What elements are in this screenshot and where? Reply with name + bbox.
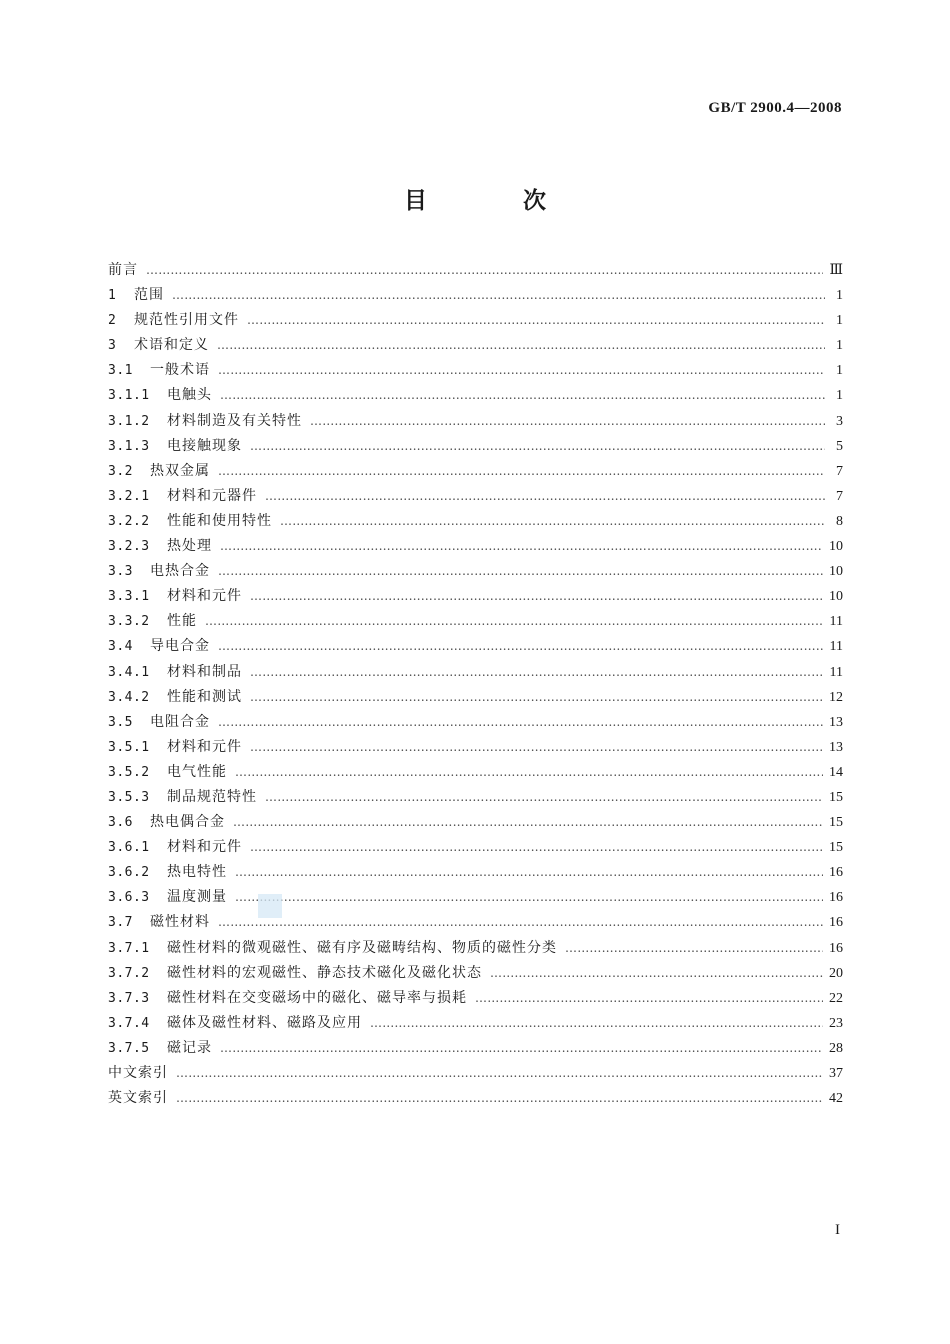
- toc-dot-leader: [265, 489, 825, 503]
- toc-entry[interactable]: [108, 284, 843, 309]
- toc-entry[interactable]: [108, 736, 843, 761]
- toc-entry-number: 3.1.3: [108, 438, 150, 454]
- toc-entry[interactable]: [108, 309, 843, 334]
- toc-entry-label: 制品规范特性: [167, 788, 257, 805]
- toc-entry-number: 3.4.1: [108, 664, 150, 680]
- toc-dot-leader: [172, 288, 825, 302]
- toc-entry-number: 3.4.2: [108, 689, 150, 705]
- toc-dot-leader: [220, 388, 825, 402]
- toc-entry[interactable]: [108, 937, 843, 962]
- toc-entry-page: 16: [829, 890, 843, 906]
- toc-entry-label: 性能: [167, 613, 197, 630]
- toc-entry-number: 3.7.5: [108, 1040, 150, 1056]
- toc-dot-leader: [265, 790, 823, 804]
- toc-entry[interactable]: [108, 259, 843, 284]
- toc-entry[interactable]: [108, 886, 843, 911]
- toc-entry-label: 磁性材料在交变磁场中的磁化、磁导率与损耗: [167, 989, 467, 1006]
- toc-entry-label: 热双金属: [150, 462, 210, 479]
- toc-entry-label: 材料制造及有关特性: [167, 412, 302, 429]
- toc-entry-label: 电接触现象: [167, 437, 242, 454]
- toc-dot-leader: [247, 313, 825, 327]
- toc-entry[interactable]: [108, 1012, 843, 1037]
- standard-code: GB/T 2900.4—2008: [708, 100, 842, 116]
- toc-entry-page: 7: [836, 463, 843, 479]
- toc-dot-leader: [250, 690, 823, 704]
- toc-entry-number: 2: [108, 313, 117, 329]
- toc-dot-leader: [310, 414, 825, 428]
- toc-entry-number: 3.2.1: [108, 488, 150, 504]
- toc-entry-page: 5: [836, 438, 843, 454]
- toc-entry-label: 术语和定义: [134, 337, 209, 354]
- toc-entry[interactable]: [108, 384, 843, 409]
- toc-dot-leader: [176, 1066, 823, 1080]
- toc-entry-page: 23: [829, 1015, 843, 1031]
- toc-dot-leader: [218, 715, 823, 729]
- toc-entry[interactable]: [108, 435, 843, 460]
- toc-entry-label: 电气性能: [167, 763, 227, 780]
- toc-entry[interactable]: [108, 460, 843, 485]
- page-folio: I: [835, 1222, 840, 1238]
- toc-entry-page: 15: [829, 789, 843, 805]
- toc-entry[interactable]: [108, 1087, 843, 1112]
- toc-entry-label: 温度测量: [167, 889, 227, 906]
- page-title: 目 次: [403, 188, 590, 214]
- toc-entry[interactable]: [108, 635, 843, 660]
- toc-entry-page: 10: [829, 564, 843, 580]
- toc-entry-label: 磁记录: [167, 1039, 212, 1056]
- toc-entry-number: 3: [108, 338, 117, 354]
- toc-entry-label: 材料和制品: [167, 663, 242, 680]
- toc-entry-number: 3.2.2: [108, 513, 150, 529]
- toc-entry-number: 3.6.1: [108, 840, 150, 856]
- toc-entry-page: 20: [829, 965, 843, 981]
- toc-dot-leader: [235, 765, 823, 779]
- toc-entry[interactable]: [108, 911, 843, 936]
- toc-entry[interactable]: [108, 585, 843, 610]
- toc-entry-number: 3.3.2: [108, 614, 150, 630]
- toc-entry-number: 3.6: [108, 815, 133, 831]
- toc-entry-page: 13: [829, 739, 843, 755]
- toc-entry-page: 15: [829, 840, 843, 856]
- toc-entry-page: 12: [829, 689, 843, 705]
- toc-entry-label: 热电偶合金: [150, 814, 225, 831]
- toc-dot-leader: [475, 991, 823, 1005]
- toc-entry-label: 热处理: [167, 538, 212, 555]
- toc-entry-number: 3.1.1: [108, 388, 150, 404]
- toc-entry-page: Ⅲ: [829, 263, 843, 278]
- toc-entry-number: 3.7.1: [108, 940, 150, 956]
- toc-entry[interactable]: [108, 510, 843, 535]
- toc-dot-leader: [280, 514, 825, 528]
- toc-entry[interactable]: [108, 661, 843, 686]
- toc-entry[interactable]: [108, 861, 843, 886]
- toc-dot-leader: [250, 840, 823, 854]
- toc-entry-number: 3.3: [108, 564, 133, 580]
- toc-entry[interactable]: [108, 786, 843, 811]
- toc-entry[interactable]: [108, 761, 843, 786]
- toc-entry-label: 规范性引用文件: [134, 312, 239, 329]
- toc-entry-label: 磁性材料的微观磁性、磁有序及磁畴结构、物质的磁性分类: [167, 939, 557, 956]
- toc-dot-leader: [565, 941, 823, 955]
- toc-entry-label: 电阻合金: [150, 713, 210, 730]
- toc-entry-number: 3.7.3: [108, 990, 150, 1006]
- toc-entry-label: 电热合金: [150, 563, 210, 580]
- toc-entry-page: 16: [829, 940, 843, 956]
- toc-dot-leader: [235, 865, 823, 879]
- toc-entry-page: 1: [836, 338, 843, 354]
- toc-dot-leader: [218, 639, 824, 653]
- toc-dot-leader: [220, 1041, 823, 1055]
- toc-entry-page: 28: [829, 1040, 843, 1056]
- toc-entry-label: 前言: [108, 262, 138, 278]
- toc-dot-leader: [250, 665, 824, 679]
- toc-entry-page: 10: [829, 589, 843, 605]
- toc-entry-label: 材料和元件: [167, 839, 242, 856]
- toc-entry-page: 8: [836, 513, 843, 529]
- toc-dot-leader: [218, 363, 825, 377]
- toc-dot-leader: [218, 464, 825, 478]
- toc-entry[interactable]: [108, 987, 843, 1012]
- table-of-contents: [108, 259, 843, 1112]
- toc-entry-page: 3: [836, 413, 843, 429]
- toc-entry-number: 3.4: [108, 639, 133, 655]
- toc-entry-page: 11: [829, 614, 843, 630]
- toc-entry-label: 性能和测试: [167, 688, 242, 705]
- toc-entry[interactable]: [108, 1062, 843, 1087]
- toc-entry[interactable]: [108, 334, 843, 359]
- toc-entry[interactable]: [108, 610, 843, 635]
- toc-dot-leader: [250, 439, 825, 453]
- toc-entry-page: 16: [829, 865, 843, 881]
- toc-entry-label: 磁性材料的宏观磁性、静态技术磁化及磁化状态: [167, 964, 482, 981]
- toc-entry-number: 3.6.3: [108, 890, 150, 906]
- toc-entry-page: 13: [829, 714, 843, 730]
- toc-entry[interactable]: [108, 410, 843, 435]
- scan-stamp-mark: [258, 894, 282, 918]
- toc-entry-label: 导电合金: [150, 638, 210, 655]
- toc-entry-page: 11: [829, 639, 843, 655]
- toc-entry-number: 3.5.1: [108, 739, 150, 755]
- toc-entry[interactable]: [108, 962, 843, 987]
- toc-entry-page: 7: [836, 488, 843, 504]
- toc-entry-label: 中文索引: [108, 1065, 168, 1081]
- toc-dot-leader: [146, 263, 823, 277]
- toc-entry[interactable]: [108, 711, 843, 736]
- toc-entry-label: 材料和元器件: [167, 487, 257, 504]
- toc-entry-number: 3.5.3: [108, 789, 150, 805]
- toc-entry[interactable]: [108, 836, 843, 861]
- toc-entry-page: 1: [836, 313, 843, 329]
- toc-entry-number: 1: [108, 288, 117, 304]
- toc-dot-leader: [490, 966, 823, 980]
- toc-entry-page: 22: [829, 990, 843, 1006]
- toc-entry[interactable]: [108, 359, 843, 384]
- toc-entry-page: 1: [836, 288, 843, 304]
- toc-dot-leader: [205, 614, 824, 628]
- toc-entry-number: 3.7.2: [108, 965, 150, 981]
- toc-entry[interactable]: [108, 1037, 843, 1062]
- toc-entry-label: 英文索引: [108, 1090, 168, 1107]
- toc-entry[interactable]: [108, 535, 843, 560]
- toc-entry-page: 1: [836, 388, 843, 404]
- toc-dot-leader: [250, 589, 823, 603]
- toc-entry-page: 10: [829, 539, 843, 555]
- toc-entry-label: 热电特性: [167, 864, 227, 881]
- toc-entry-label: 磁性材料: [150, 914, 210, 931]
- toc-entry-number: 3.2.3: [108, 539, 150, 555]
- toc-dot-leader: [176, 1091, 823, 1105]
- toc-entry[interactable]: [108, 686, 843, 711]
- toc-entry-label: 材料和元件: [167, 588, 242, 605]
- toc-dot-leader: [218, 564, 823, 578]
- toc-entry-label: 电触头: [167, 387, 212, 404]
- toc-entry-label: 磁体及磁性材料、磁路及应用: [167, 1014, 362, 1031]
- toc-dot-leader: [370, 1016, 823, 1030]
- toc-entry-page: 16: [829, 915, 843, 931]
- toc-entry-number: 3.1: [108, 363, 133, 379]
- toc-entry-page: 14: [829, 764, 843, 780]
- toc-dot-leader: [217, 338, 825, 352]
- toc-dot-leader: [218, 915, 823, 929]
- toc-entry[interactable]: [108, 485, 843, 510]
- toc-entry-number: 3.2: [108, 463, 133, 479]
- toc-entry-label: 材料和元件: [167, 738, 242, 755]
- toc-entry-number: 3.7: [108, 915, 133, 931]
- toc-dot-leader: [250, 740, 823, 754]
- toc-entry-label: 范围: [134, 287, 164, 304]
- toc-dot-leader: [233, 815, 823, 829]
- toc-entry-number: 3.7.4: [108, 1015, 150, 1031]
- toc-entry-number: 3.1.2: [108, 413, 150, 429]
- toc-entry-number: 3.5: [108, 714, 133, 730]
- toc-entry-number: 3.3.1: [108, 589, 150, 605]
- toc-dot-leader: [220, 539, 823, 553]
- toc-entry-page: 37: [829, 1066, 843, 1081]
- toc-entry-page: 42: [829, 1091, 843, 1107]
- toc-entry-page: 1: [836, 363, 843, 379]
- toc-entry-number: 3.5.2: [108, 764, 150, 780]
- toc-entry-label: 一般术语: [150, 362, 210, 379]
- toc-entry-label: 性能和使用特性: [167, 512, 272, 529]
- toc-entry-number: 3.6.2: [108, 865, 150, 881]
- toc-entry-page: 15: [829, 815, 843, 831]
- toc-entry[interactable]: [108, 811, 843, 836]
- toc-entry-page: 11: [829, 664, 843, 680]
- toc-entry[interactable]: [108, 560, 843, 585]
- toc-dot-leader: [235, 890, 823, 904]
